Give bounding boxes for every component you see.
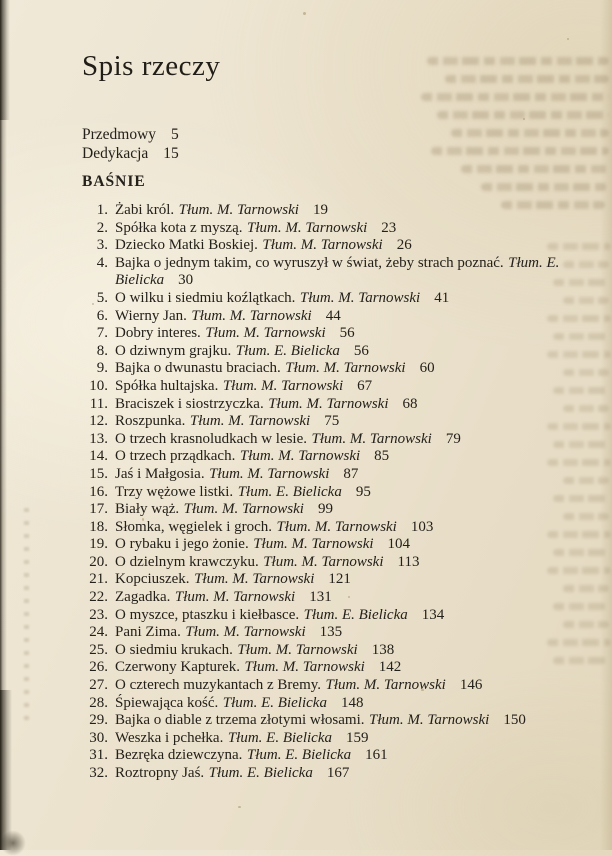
entry-text: [115, 501, 612, 519]
entry-text: [115, 536, 612, 554]
entry-number: 19.: [89, 536, 108, 553]
entry-page-number: 56: [339, 325, 355, 342]
entry-text: [115, 466, 612, 484]
entry-page-number: 134: [421, 606, 445, 623]
entry-number: 30.: [89, 729, 108, 746]
entry-translator: Tłum. E. Bielicka: [222, 694, 327, 711]
front-matter-label: Dedykacja: [82, 145, 149, 162]
toc-entry: [82, 501, 612, 519]
entry-translator: Tłum. M. Tarnowski: [299, 289, 421, 306]
entry-translator: Tłum. M. Tarnowski: [262, 237, 383, 254]
entry-title: Kopciuszek.: [115, 571, 190, 588]
scan-edge-left-bottom: [0, 690, 12, 850]
entry-page-number: 41: [434, 289, 450, 306]
entry-title: Słomka, węgielek i groch.: [115, 518, 273, 535]
entry-page-number: 87: [343, 465, 359, 482]
toc-entry: [82, 308, 612, 326]
entry-title: Braciszek i siostrzyczka.: [115, 395, 264, 412]
entry-number: 7.: [96, 325, 108, 342]
entry-number: 8.: [96, 342, 108, 359]
entry-translator: Tłum. M. Tarnowski: [253, 536, 374, 553]
entry-number: 31.: [89, 747, 108, 764]
entry-translator: Tłum. E. Bielicka: [246, 747, 352, 764]
entry-page-number: 142: [378, 659, 402, 676]
entry-text: [115, 607, 612, 625]
entry-number: 4.: [96, 254, 108, 271]
entry-text: [115, 730, 612, 748]
toc-entry: [82, 431, 612, 449]
entry-text: [115, 642, 612, 660]
entry-page-number: 26: [396, 237, 412, 254]
entry-page-number: 85: [374, 448, 390, 465]
entry-title: Żabi król.: [115, 202, 175, 218]
entry-number: 32.: [89, 765, 108, 781]
scan-edge-left-top: [0, 0, 10, 120]
toc-entry: [82, 360, 612, 378]
entry-number: 20.: [89, 553, 108, 570]
toc-entry: [82, 712, 612, 730]
entry-translator: Tłum. M. Tarnowski: [174, 589, 296, 606]
entry-text: [115, 378, 612, 396]
entry-number: 1.: [96, 202, 108, 218]
entry-text: [115, 677, 612, 695]
entry-text: [115, 413, 612, 431]
toc-entry: [82, 589, 612, 607]
entry-title: Dziecko Matki Boskiej.: [115, 237, 258, 254]
entry-title: Roztropny Jaś.: [115, 765, 205, 781]
paper-speck: [238, 806, 241, 808]
entry-page-number: 99: [317, 501, 333, 518]
toc-entry: [82, 396, 612, 414]
entry-translator: Tłum. M. Tarnowski: [285, 360, 406, 377]
entry-text: [115, 712, 612, 730]
front-matter-item: [82, 144, 612, 163]
entry-title: O trzech krasnoludkach w lesie.: [115, 430, 308, 447]
entry-number: 24.: [89, 624, 108, 641]
entry-title: Weszka i pchełka.: [115, 729, 224, 746]
entry-title: O czterech muzykantach z Bremy.: [115, 677, 322, 694]
entry-number: 15.: [89, 465, 108, 482]
entry-number: 25.: [89, 641, 108, 658]
entry-title: Śpiewająca kość.: [115, 694, 219, 711]
entry-title: Spółka kota z myszą.: [115, 219, 243, 236]
entry-number: 29.: [89, 712, 108, 729]
entry-page-number: 67: [357, 377, 373, 394]
entry-translator: Tłum. M. Tarnowski: [369, 712, 490, 729]
entry-page-number: 56: [353, 342, 369, 359]
entry-number: 22.: [89, 589, 108, 606]
paper-speck: [567, 38, 569, 40]
toc-entry: [82, 466, 612, 484]
toc-entry: [82, 378, 612, 396]
entry-translator: Tłum. M. Tarnowski: [237, 641, 358, 658]
toc-entry: [82, 290, 612, 308]
entry-page-number: 167: [326, 765, 350, 781]
section-heading: BAŚNIE: [82, 173, 146, 190]
entry-translator: Tłum. M. Tarnowski: [205, 325, 326, 342]
entry-page-number: 30: [178, 272, 194, 289]
toc-entry: [82, 220, 612, 238]
entry-text: [115, 343, 612, 361]
entry-page-number: 148: [340, 694, 364, 711]
scan-corner-blot: [0, 830, 26, 856]
entry-title: O siedmiu krukach.: [115, 641, 233, 658]
entry-title: O trzech prządkach.: [115, 448, 236, 465]
front-matter-page-number: 5: [171, 126, 179, 143]
entry-text: [115, 255, 612, 290]
entry-text: [115, 431, 612, 449]
entry-translator: Tłum. M. Tarnowski: [191, 307, 312, 324]
entry-title: O wilku i siedmiu koźlątkach.: [115, 289, 296, 306]
entry-text: [115, 308, 612, 326]
entry-translator: Tłum. M. Tarnowski: [263, 553, 384, 570]
entry-text: [115, 589, 612, 607]
entry-translator: Tłum. M. Tarnowski: [183, 501, 304, 518]
entry-text: [115, 747, 612, 765]
toc-entry: [82, 536, 612, 554]
entry-number: 27.: [89, 677, 108, 694]
front-matter-page-number: 15: [163, 145, 179, 162]
toc-entry: [82, 325, 612, 343]
toc-entry: [82, 519, 612, 537]
entry-text: [115, 659, 612, 677]
entry-title: Zagadka.: [115, 589, 171, 606]
entry-translator: Tłum. M. Tarnowski: [189, 413, 311, 430]
toc-entry: [82, 484, 612, 502]
toc-entry: [82, 448, 612, 466]
entry-text: [115, 396, 612, 414]
entry-text: [115, 202, 612, 220]
entry-number: 17.: [89, 501, 108, 518]
entry-title: O rybaku i jego żonie.: [115, 536, 249, 553]
entry-text: [115, 554, 612, 572]
entry-title: Trzy wężowe listki.: [115, 483, 234, 500]
entry-number: 28.: [89, 694, 108, 711]
entry-page-number: 159: [345, 729, 369, 746]
entry-translator: Tłum. E. Bielicka: [237, 483, 342, 500]
entry-page-number: 150: [503, 712, 526, 729]
toc-entry: [82, 554, 612, 572]
entry-translator: Tłum. E. Bielicka: [227, 729, 332, 746]
toc-entry: [82, 677, 612, 695]
entry-translator: Tłum. M. Tarnowski: [268, 395, 389, 412]
entry-translator: Tłum. M. Tarnowski: [194, 571, 315, 588]
entry-number: 5.: [96, 289, 108, 306]
entry-text: [115, 325, 612, 343]
entry-translator: Tłum. M. Tarnowski: [311, 430, 432, 447]
entry-title: Bezręka dziewczyna.: [115, 747, 243, 764]
entry-page-number: 113: [397, 553, 420, 570]
toc-entry: [82, 237, 612, 255]
entry-title: Roszpunka.: [115, 413, 186, 430]
toc-entry: [82, 747, 612, 765]
entry-number: 21.: [89, 571, 108, 588]
toc-entry: [82, 730, 612, 748]
entry-translator: Tłum. E. Bielicka: [303, 606, 408, 623]
paper-speck: [303, 12, 306, 15]
entry-translator: Tłum. M. Tarnowski: [222, 377, 344, 394]
entry-title: O dziwnym grajku.: [115, 342, 232, 359]
entry-title: O myszce, ptaszku i kiełbasce.: [115, 606, 300, 623]
entry-page-number: 79: [445, 430, 461, 447]
entry-title: O dzielnym krawczyku.: [115, 553, 259, 570]
entry-number: 23.: [89, 606, 108, 623]
entry-page-number: 146: [459, 677, 483, 694]
entry-page-number: 161: [365, 747, 388, 764]
entry-translator: Tłum. E. Bielicka: [235, 342, 340, 359]
entry-title: Wierny Jan.: [115, 307, 187, 324]
toc-entry: [82, 624, 612, 642]
entry-title: Bajka o diable z trzema złotymi włosami.: [115, 712, 365, 729]
entry-page-number: 104: [387, 536, 411, 553]
entry-text: [115, 448, 612, 466]
entry-page-number: 44: [325, 307, 341, 324]
entry-number: 2.: [96, 219, 108, 236]
entry-title: Pani Zima.: [115, 624, 181, 641]
toc-entry: [82, 695, 612, 713]
entry-title: Czerwony Kapturek.: [115, 659, 240, 676]
entry-text: [115, 237, 612, 255]
entry-number: 13.: [89, 430, 108, 447]
entry-translator: Tłum. M. Tarnowski: [246, 219, 368, 236]
toc-entry: [82, 413, 612, 431]
entry-text: [115, 765, 612, 783]
entry-page-number: 138: [371, 641, 395, 658]
entry-page-number: 75: [324, 413, 340, 430]
entry-title: Bajka o dwunastu braciach.: [115, 360, 281, 377]
entry-translator: Tłum. E. Bielicka: [115, 254, 560, 289]
toc-entry: [82, 765, 612, 783]
toc-entry: [82, 607, 612, 625]
entry-page-number: 121: [328, 571, 351, 588]
entry-page-number: 60: [419, 360, 435, 377]
entry-number: 6.: [96, 307, 108, 324]
toc-entry: [82, 642, 612, 660]
front-matter: [82, 125, 612, 163]
entry-page-number: 23: [381, 219, 397, 236]
entry-text: [115, 624, 612, 642]
toc-entry: [82, 343, 612, 361]
entry-page-number: 135: [319, 624, 343, 641]
entry-translator: Tłum. M. Tarnowski: [244, 659, 365, 676]
entry-text: [115, 519, 612, 537]
toc-entry: [82, 659, 612, 677]
toc-list: [82, 202, 612, 783]
entry-title: Bajka o jednym takim, co wyruszył w świat, żeby strach poznać.: [115, 254, 504, 271]
entry-text: [115, 220, 612, 238]
entry-page-number: 95: [355, 483, 371, 500]
entry-number: 12.: [89, 413, 108, 430]
toc-entry: [82, 255, 612, 290]
entry-translator: Tłum. M. Tarnowski: [209, 465, 330, 482]
front-matter-item: [82, 125, 612, 144]
front-matter-label: Przedmowy: [82, 126, 157, 143]
entry-number: 26.: [89, 659, 108, 676]
entry-translator: Tłum. M. Tarnowski: [178, 202, 299, 218]
entry-text: [115, 290, 612, 308]
entry-page-number: 68: [402, 395, 418, 412]
entry-translator: Tłum. M. Tarnowski: [276, 518, 397, 535]
entry-title: Spółka hultajska.: [115, 377, 219, 394]
entry-text: [115, 695, 612, 713]
entry-text: [115, 571, 612, 589]
entry-text: [115, 484, 612, 502]
bleed-through-margin-marks: [24, 505, 29, 720]
entry-number: 10.: [89, 377, 108, 394]
entry-text: [115, 360, 612, 378]
entry-title: Dobry interes.: [115, 325, 201, 342]
entry-translator: Tłum. E. Bielicka: [208, 765, 313, 781]
entry-number: 16.: [89, 483, 108, 500]
toc-entry: [82, 571, 612, 589]
entry-page-number: 19: [312, 202, 328, 218]
entry-page-number: 131: [309, 589, 332, 606]
entry-title: Biały wąż.: [115, 501, 180, 518]
entry-number: 3.: [96, 237, 108, 254]
page-title: Spis rzeczy: [82, 50, 221, 82]
entry-number: 9.: [96, 360, 108, 377]
entry-translator: Tłum. M. Tarnowski: [185, 624, 306, 641]
toc-content: [82, 50, 612, 783]
entry-number: 18.: [89, 518, 108, 535]
entry-translator: Tłum. M. Tarnowski: [325, 677, 446, 694]
toc-entry: [82, 202, 612, 220]
entry-number: 14.: [89, 448, 108, 465]
entry-translator: Tłum. M. Tarnowski: [239, 448, 361, 465]
entry-page-number: 103: [410, 518, 434, 535]
entry-number: 11.: [89, 395, 108, 412]
entry-title: Jaś i Małgosia.: [115, 465, 205, 482]
